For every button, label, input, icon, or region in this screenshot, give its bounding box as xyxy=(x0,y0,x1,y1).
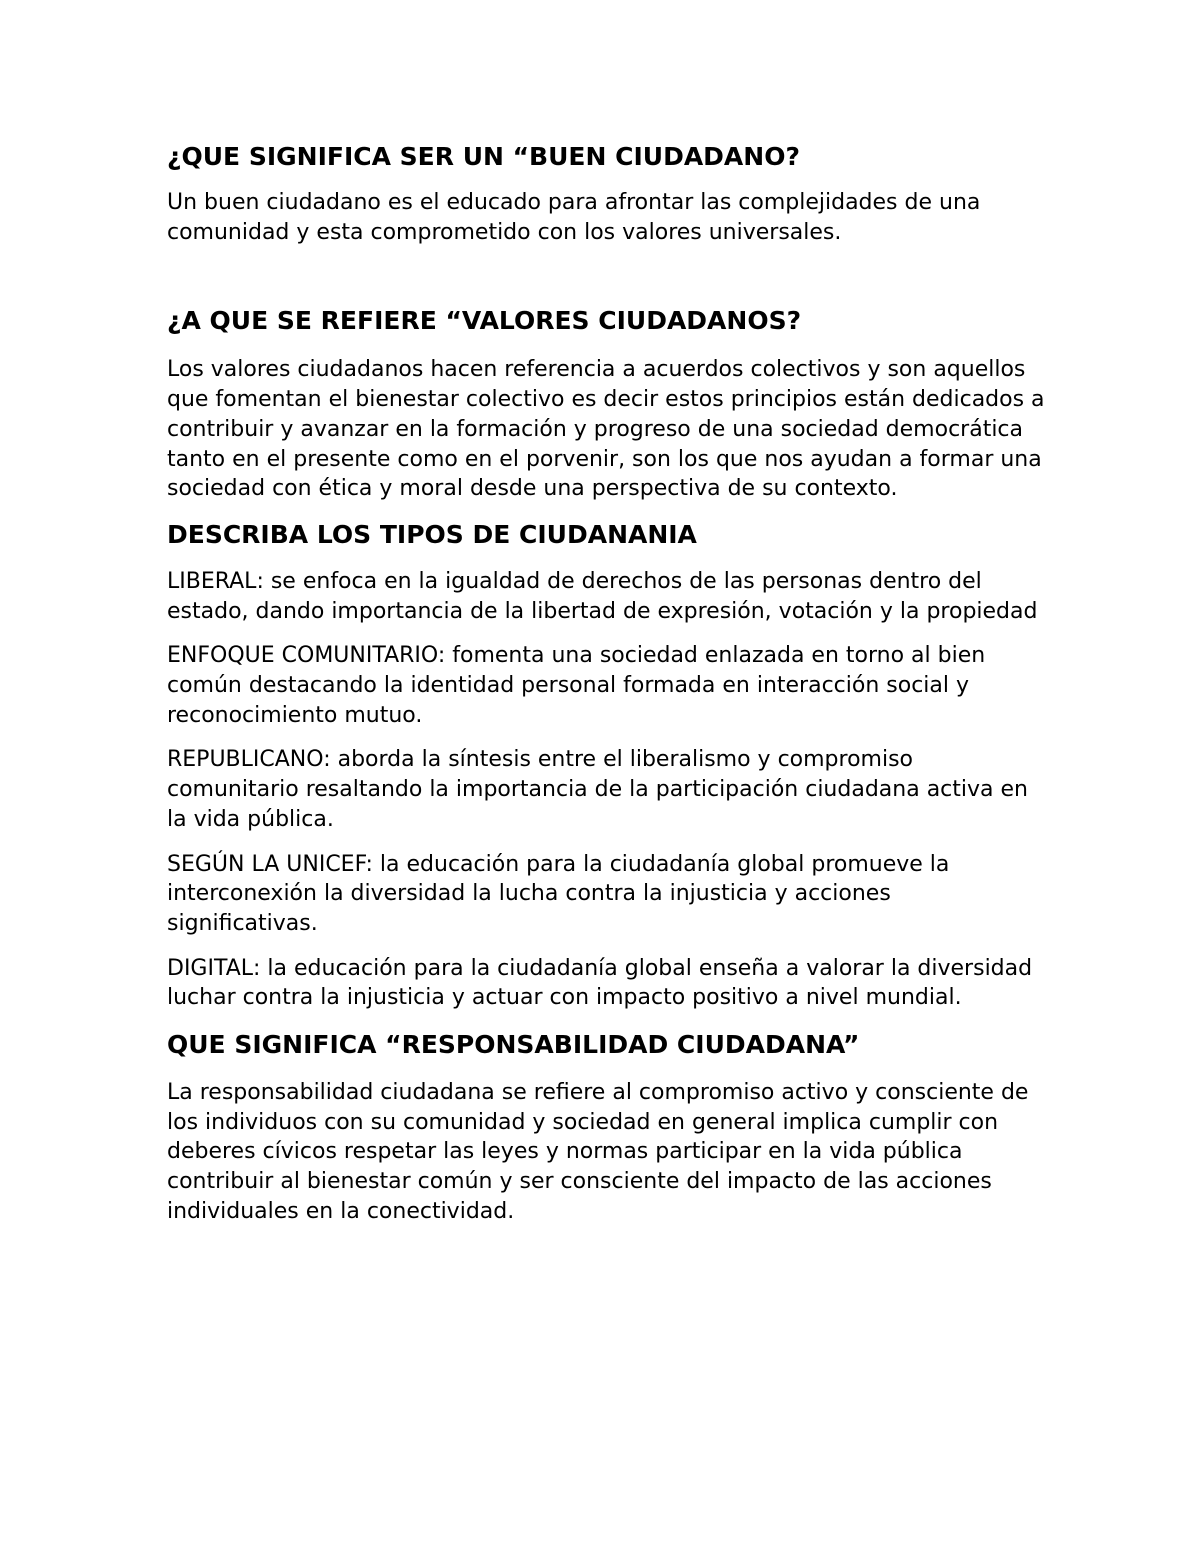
type-item-digital: DIGITAL: la educación para la ciudadanía global enseña a valorar la diversidad luchar contra la injusticia y actuar con impacto positivo a nivel mundial. xyxy=(167,955,1033,1011)
section-heading-valores-ciudadanos: ¿A QUE SE REFIERE “VALORES CIUDADANOS? xyxy=(167,306,802,336)
type-item-republicano: REPUBLICANO: aborda la síntesis entre el liberalismo y compromiso comunitario resaltando la importancia de la participación ciudadana activa en la vida pública. xyxy=(167,747,1028,832)
section-heading-buen-ciudadano: ¿QUE SIGNIFICA SER UN “BUEN CIUDADANO? xyxy=(167,142,800,171)
type-item-unicef: SEGÚN LA UNICEF: la educación para la ciudadanía global promueve la interconexión la diversidad la lucha contra la injusticia y acciones significativas. xyxy=(167,851,950,936)
type-item-liberal: LIBERAL: se enfoca en la igualdad de derechos de las personas dentro del estado, dando importancia de la libertad de expresión, votación y la propiedad xyxy=(167,568,1038,624)
section-body-buen-ciudadano: Un buen ciudadano es el educado para afrontar las complejidades de una comunidad y esta comprometido con los valores universales. xyxy=(167,190,981,245)
section-heading-tipos-ciudadania: DESCRIBA LOS TIPOS DE CIUDANANIA xyxy=(167,519,697,549)
section-body-valores-ciudadanos: Los valores ciudadanos hacen referencia a acuerdos colectivos y son aquellos que fomentan el bienestar colectivo es decir estos principios están dedicados a contribuir y avanzar en la formación y progreso de una sociedad democrática tanto en el presente como en el porvenir, son los que nos ayudan a formar una sociedad con ética y moral desde una perspectiva de su contexto. xyxy=(167,357,1045,502)
section-heading-responsabilidad-ciudadana: QUE SIGNIFICA “RESPONSABILIDAD CIUDADANA” xyxy=(167,1030,860,1060)
type-item-enfoque-comunitario: ENFOQUE COMUNITARIO: fomenta una sociedad enlazada en torno al bien común destacando la identidad personal formada en interacción social y reconocimiento mutuo. xyxy=(167,643,986,728)
document-page xyxy=(167,140,1047,1227)
section-body-responsabilidad-ciudadana: La responsabilidad ciudadana se refiere al compromiso activo y consciente de los individuos con su comunidad y sociedad en general implica cumplir con deberes cívicos respetar las leyes y normas participar en la vida pública contribuir al bienestar común y ser consciente del impacto de las acciones individuales en la conectividad. xyxy=(167,1080,1029,1224)
